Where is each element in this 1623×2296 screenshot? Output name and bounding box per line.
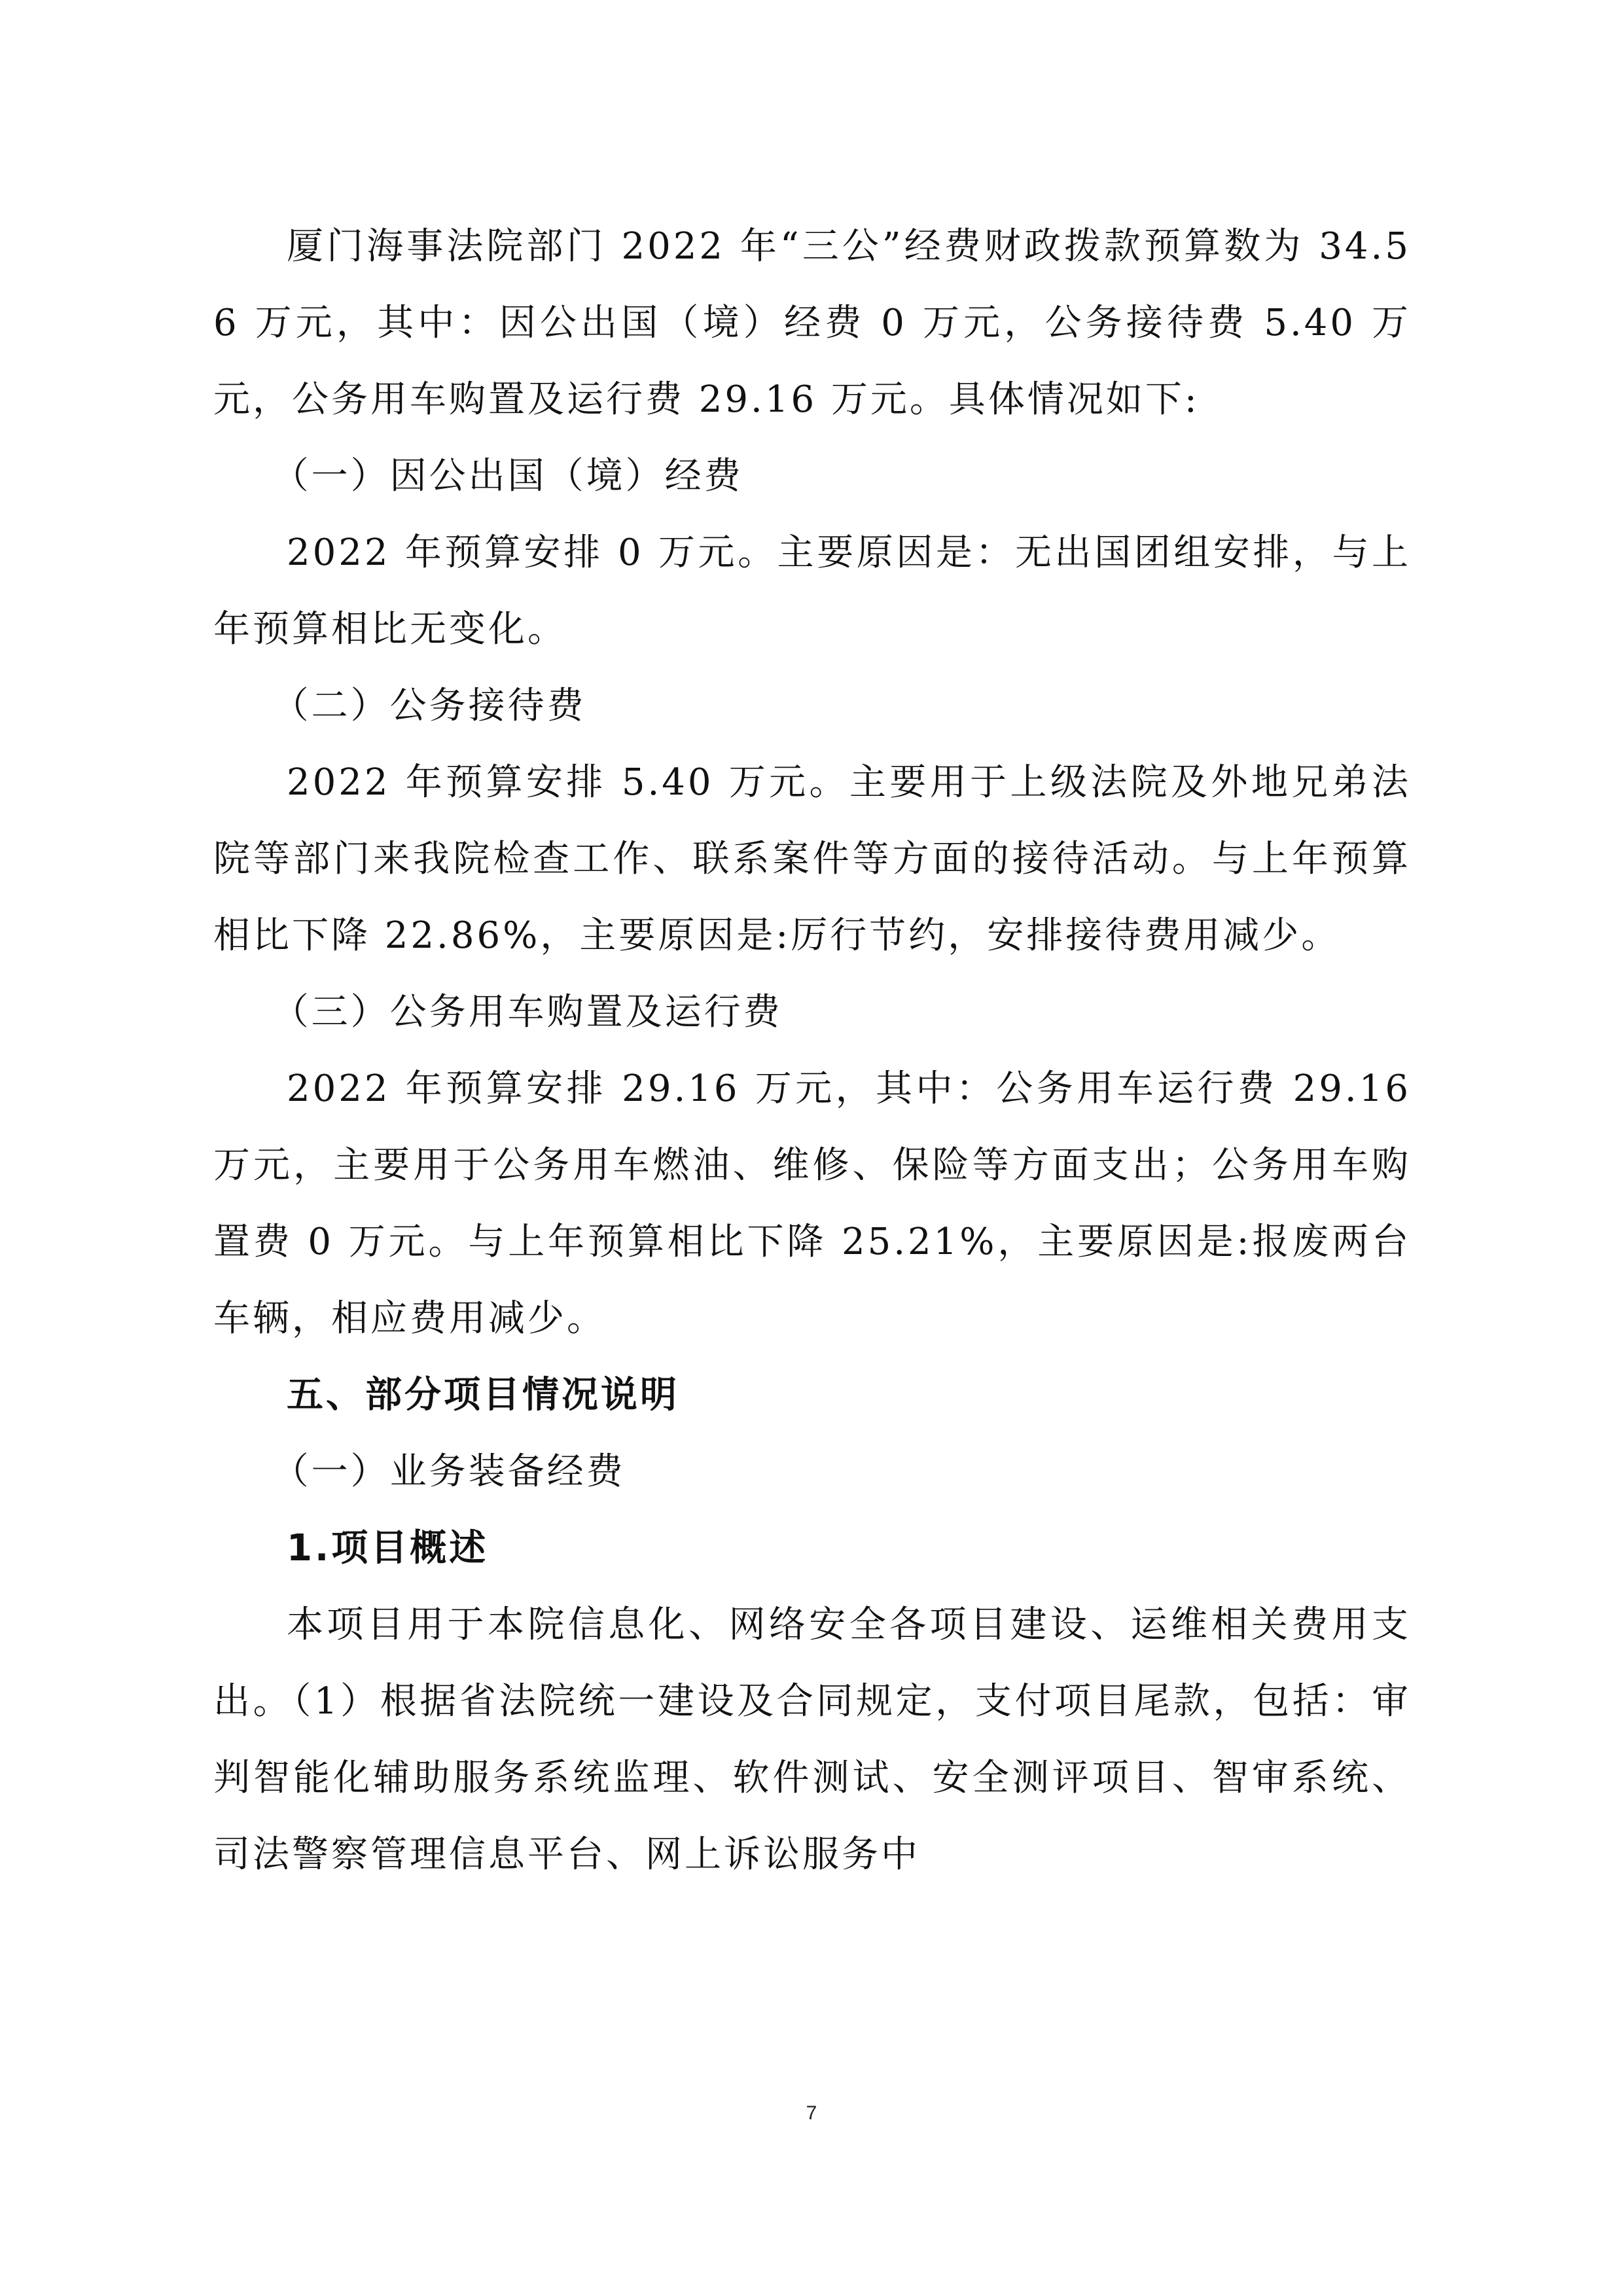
paragraph-project-overview: 本项目用于本院信息化、网络安全各项目建设、运维相关费用支出。（1）根据省法院统一建设及合同规定，支付项目尾款，包括：审判智能化辅助服务系统监理、软件测试、安全测评项目、智审系统、司法警察管理信息平台、网上诉讼服务中 [213, 1604, 1411, 1876]
paragraph-three-public-funds-summary: 厦门海事法院部门 2022 年“三公”经费财政拨款预算数为 34.56 万元，其中：因公出国（境）经费 0 万元，公务接待费 5.40 万元，公务用车购置及运行费 29.16 万元。具体情况如下: [213, 225, 1411, 421]
paragraph-overseas-travel: 2022 年预算安排 0 万元。主要原因是：无出国团组安排，与上年预算相比无变化。 [213, 531, 1411, 651]
heading-overseas-travel: （一）因公出国（境）经费 [272, 455, 743, 497]
document-body [213, 208, 1411, 1893]
paragraph-official-vehicles: 2022 年预算安排 29.16 万元，其中：公务用车运行费 29.16 万元，主要用于公务用车燃油、维修、保险等方面支出；公务用车购置费 0 万元。与上年预算相比下降 25.21%，主要原因是:报废两台车辆，相应费用减少。 [213, 1067, 1411, 1340]
section-heading-project-explanation: 五、部分项目情况说明 [287, 1374, 679, 1416]
heading-equipment-funds: （一）业务装备经费 [272, 1450, 626, 1493]
heading-official-vehicles: （三）公务用车购置及运行费 [272, 991, 783, 1033]
page-number: 7 [806, 2102, 817, 2124]
paragraph-official-reception: 2022 年预算安排 5.40 万元。主要用于上级法院及外地兄弟法院等部门来我院检查工作、联系案件等方面的接待活动。与上年预算相比下降 22.86%，主要原因是:厉行节约，安排接待费用减少。 [213, 761, 1411, 957]
heading-official-reception: （二）公务接待费 [272, 685, 586, 727]
heading-project-overview: 1.项目概述 [287, 1527, 489, 1570]
